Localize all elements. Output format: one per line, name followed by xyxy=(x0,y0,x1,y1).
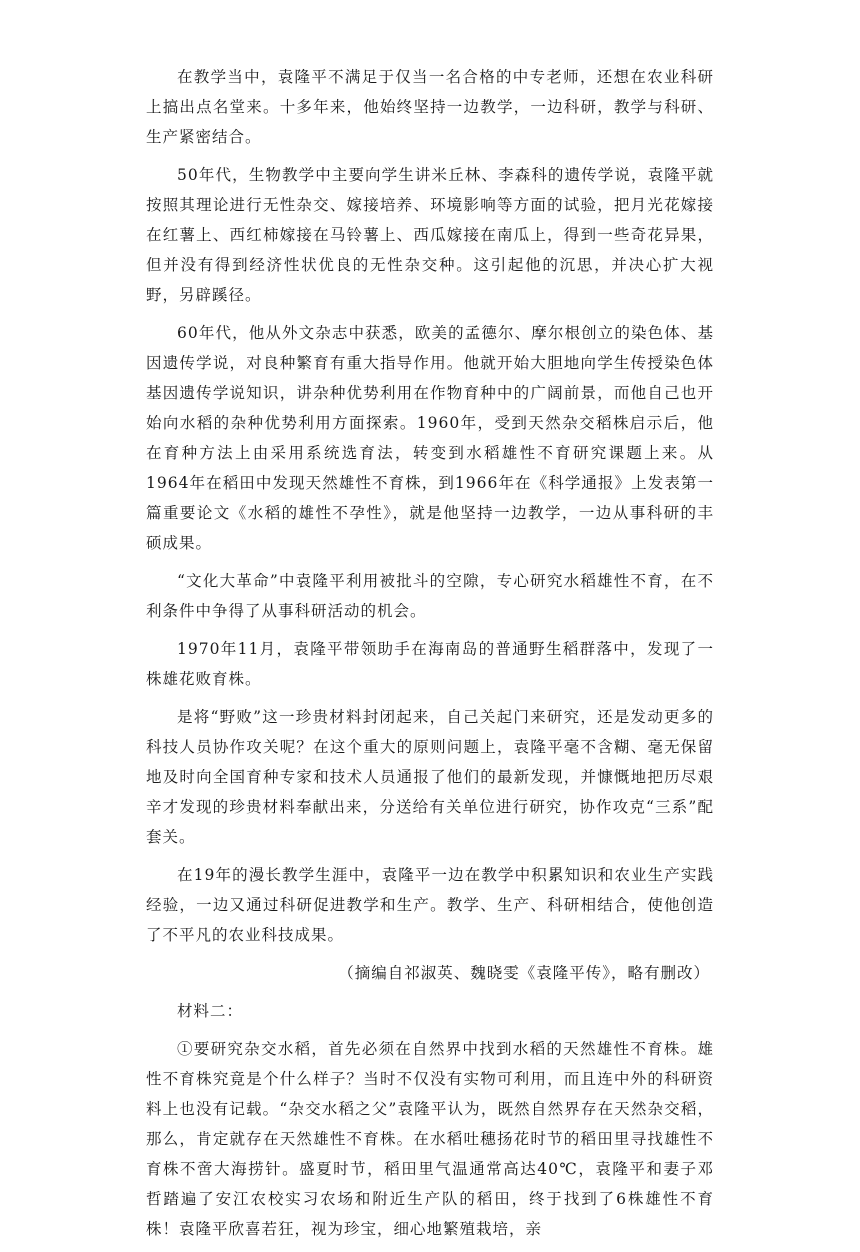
paragraph-teaching-research: 在教学当中，袁隆平不满足于仅当一名合格的中专老师，还想在农业科研上搞出点名堂来。十多年来，他始终坚持一边教学，一边科研，教学与科研、生产紧密结合。 xyxy=(146,68,714,146)
paragraph-1960s: 60年代，他从外文杂志中获悉，欧美的孟德尔、摩尔根创立的染色体、基因遗传学说，对良种繁育有重大指导作用。他就开始大胆地向学生传授染色体基因遗传学说知识，讲杂种优势利用在作物育种中的广阔前景，而他自己也开始向水稻的杂种优势利用方面探索。1960年，受到天然杂交稻株启示后，他在育种方法上由采用系统选育法，转变到水稻雄性不育研究课题上来。从1964年在稻田中发现天然雄性不育株，到1966年在《科学通报》上发表第一篇重要论文《水稻的雄性不孕性》，就是他坚持一边教学，一边从事科研的丰硕成果。 xyxy=(146,324,714,552)
paragraph-1970: 1970年11月，袁隆平带领助手在海南岛的普通野生稻群落中，发现了一株雄花败育株。 xyxy=(146,640,714,688)
paragraph-19-years: 在19年的漫长教学生涯中，袁隆平一边在教学中积累知识和农业生产实践经验，一边又通过科研促进教学和生产。教学、生产、科研相结合，使他创造了不平凡的农业科技成果。 xyxy=(146,866,714,944)
document-page xyxy=(146,62,714,1252)
paragraph-material-two-1: ①要研究杂交水稻，首先必须在自然界中找到水稻的天然雄性不育株。雄性不育株究竟是个什么样子？当时不仅没有实物可利用，而且连中外的科研资料上也没有记载。“杂交水稻之父”袁隆平认为，既然自然界存在天然杂交稻，那么，肯定就存在天然雄性不育株。在水稻吐穗扬花时节的稻田里寻找雄性不育株不啻大海捞针。盛夏时节，稻田里气温通常高达40℃，袁隆平和妻子邓哲踏遍了安江农校实习农场和附近生产队的稻田，终于找到了6株雄性不育株！袁隆平欣喜若狂，视为珍宝，细心地繁殖栽培，亲 xyxy=(146,1040,714,1238)
paragraph-cultural-revolution: “文化大革命”中袁隆平利用被批斗的空隙，专心研究水稻雄性不育，在不利条件中争得了从事科研活动的机会。 xyxy=(146,572,714,620)
source-citation: （摘编自祁淑英、魏晓雯《袁隆平传》，略有删改） xyxy=(338,964,710,982)
material-two-label: 材料二： xyxy=(177,1002,244,1020)
paragraph-wild-abortive: 是将“野败”这一珍贵材料封闭起来，自己关起门来研究，还是发动更多的科技人员协作攻关呢？在这个重大的原则问题上，袁隆平毫不含糊、毫无保留地及时向全国育种专家和技术人员通报了他们的最新发现，并慷慨地把历尽艰辛才发现的珍贵材料奉献出来，分送给有关单位进行研究，协作攻克“三系”配套关。 xyxy=(146,708,714,846)
paragraph-1950s: 50年代，生物教学中主要向学生讲米丘林、李森科的遗传学说，袁隆平就按照其理论进行无性杂交、嫁接培养、环境影响等方面的试验，把月光花嫁接在红薯上、西红柿嫁接在马铃薯上、西瓜嫁接在南瓜上，得到一些奇花异果，但并没有得到经济性状优良的无性杂交种。这引起他的沉思，并决心扩大视野，另辟蹊径。 xyxy=(146,166,714,304)
